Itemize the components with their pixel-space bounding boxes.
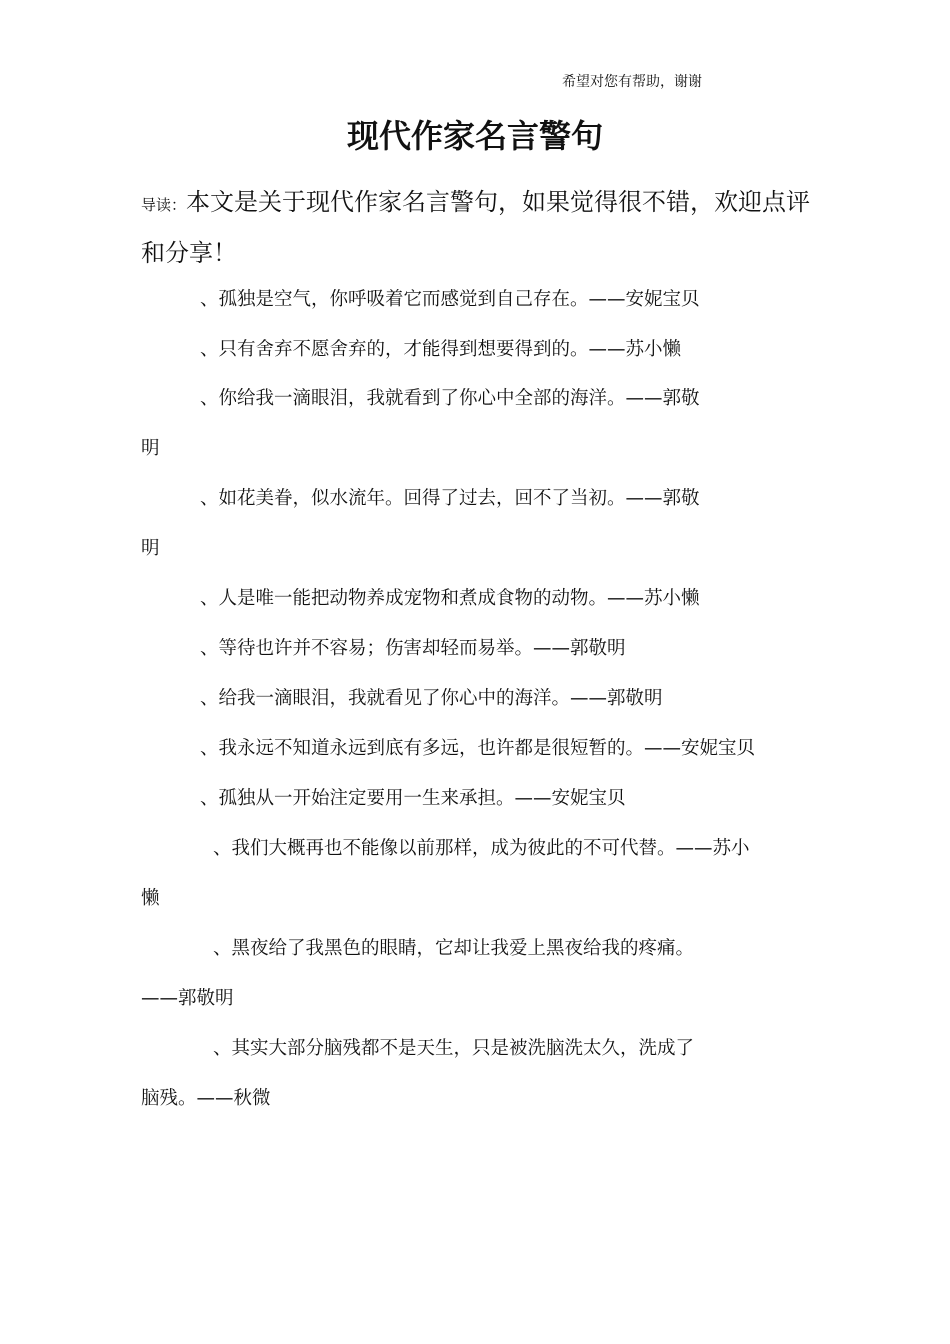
quote-line: 、孤独是空气，你呼吸着它而感觉到自己存在。——安妮宝贝 (200, 289, 700, 310)
quote-line: 、给我一滴眼泪，我就看见了你心中的海洋。——郭敬明 (200, 688, 663, 709)
quote-line: 、人是唯一能把动物养成宠物和煮成食物的动物。——苏小懒 (200, 588, 700, 609)
quote-line: 、我永远不知道永远到底有多远，也许都是很短暂的。——安妮宝贝 (200, 738, 756, 759)
quote-line: 、孤独从一开始注定要用一生来承担。——安妮宝贝 (200, 788, 626, 809)
intro-lead: 导读： (141, 196, 187, 214)
intro-paragraph (141, 178, 821, 277)
quote-line: 、黑夜给了我黑色的眼睛，它却让我爱上黑夜给我的疼痛。 (213, 938, 695, 959)
quote-line: 、你给我一滴眼泪，我就看到了你心中全部的海洋。——郭敬 (200, 388, 700, 409)
quote-continuation: 明 (141, 438, 160, 459)
quote-line: 、我们大概再也不能像以前那样，成为彼此的不可代替。——苏小 (213, 838, 750, 859)
quote-continuation: 懒 (141, 888, 160, 909)
quote-line: 、如花美眷，似水流年。回得了过去，回不了当初。——郭敬 (200, 488, 700, 509)
quote-line: 、等待也许并不容易；伤害却轻而易举。——郭敬明 (200, 638, 626, 659)
quote-line: 、其实大部分脑残都不是天生，只是被洗脑洗太久，洗成了 (213, 1038, 695, 1059)
quote-continuation: 明 (141, 538, 160, 559)
header-note: 希望对您有帮助，谢谢 (562, 74, 702, 90)
quote-continuation: 脑残。——秋微 (141, 1088, 271, 1109)
quote-line: 、只有舍弃不愿舍弃的，才能得到想要得到的。——苏小懒 (200, 339, 682, 360)
quote-continuation: ——郭敬明 (141, 988, 234, 1009)
intro-text: 本文是关于现代作家名言警句，如果觉得很不错，欢迎点评和分享！ (141, 188, 811, 267)
page-title: 现代作家名言警句 (346, 117, 603, 155)
